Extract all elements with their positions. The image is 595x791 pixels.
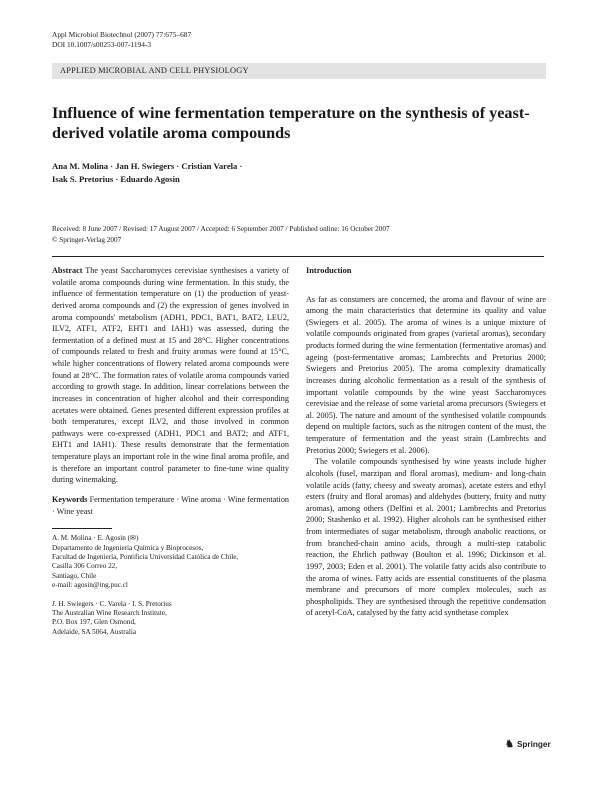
affiliation-block-2: [52, 600, 289, 638]
right-column: [306, 265, 546, 619]
springer-horse-icon: ♞: [505, 739, 514, 750]
author-line-2: Isak S. Pretorius · Eduardo Agosin: [52, 174, 180, 184]
affiliation-line: A. M. Molina · E. Agosin (✉): [52, 534, 139, 543]
publication-dates: [52, 224, 552, 245]
keywords-label: Keywords: [52, 494, 88, 504]
copyright-icon: ©: [52, 235, 58, 244]
publisher-name: Springer: [516, 740, 551, 749]
article-title: Influence of wine fermentation temperature on the synthesis of yeast-derived volatile aroma compounds: [52, 104, 530, 142]
journal-citation: Appl Microbiol Biotechnol (2007) 77:675–687: [52, 30, 192, 39]
keywords: [52, 494, 289, 517]
affiliation-divider: [52, 528, 112, 529]
copyright-text: Springer-Verlag 2007: [59, 235, 122, 244]
abstract: [52, 265, 289, 486]
email-link[interactable]: e-mail: agosin@ing.puc.cl: [52, 581, 128, 590]
section-band: APPLIED MICROBIAL AND CELL PHYSIOLOGY: [52, 63, 546, 79]
introduction-heading: Introduction: [306, 266, 352, 275]
introduction-body: [306, 294, 546, 620]
author-list: [52, 160, 452, 186]
paragraph: The volatile compounds synthesised by wine yeasts include higher alcohols (fusel, marzipan and floral aromas), medium- and long-chain volatile acids (fatty, cheesy and sweaty aromas), acetate esters and ethyl esters (fruity and floral aromas) and aldehydes (buttery, fruity and nutty aromas), among others (Delfini et al. 2001; Lambrechts and Pretorius 2000; Stashenko et al. 1992). Higher alcohols can be synthesised either from intermediates of sugar metabolism, through anabolic reactions, or from branched-chain amino acids, through a multi-step catabolic reaction, the Ehrlich pathway (Boulton et al. 1996; Dickinson et al. 1997, 2003; Eden et al. 2001). The volatile fatty acids also contribute to the aroma of wines. Fatty acids are essential constituents of the plasma membrane and precursors of more complex molecules, such as phospholipids. They are synthesised through the repetitive condensation of acetyl-CoA, catalysed by the fatty acid synthetase complex: [306, 457, 546, 618]
affiliation-line: The Australian Wine Research Institute,: [52, 608, 167, 617]
affiliation-line: Santiago, Chile: [52, 571, 97, 580]
header-divider: [52, 256, 544, 257]
affiliation-line: J. H. Swiegers · C. Varela · I. S. Pretorius: [52, 599, 172, 608]
left-column: [52, 265, 289, 637]
copyright-line: [52, 235, 552, 246]
affiliation-line: P.O. Box 197, Glen Osmond,: [52, 618, 136, 627]
publisher-logo: [505, 739, 551, 750]
running-head: [52, 30, 191, 50]
abstract-body: The yeast Saccharomyces cerevisiae synthesises a variety of volatile aroma compounds during wine fermentation. In this study, the influence of fermentation temperature on (1) the production of yeast-derived aroma compounds and (2) the expression of genes involved in aroma compounds' metabolism (ADH1, PDC1, BAT1, BAT2, LEU2, ILV2, ATF1, ATF2, EHT1 and IAH1) was assessed, during the fermentation of a defined must at 15 and 28°C. Higher concentrations of compounds related to fresh and fruity aromas were found at 15°C, while higher concentrations of flowery related aroma compounds were found at 28°C. The formation rates of volatile aroma compounds varied according to growth stage. In addition, linear correlations between the increases in concentration of higher alcohol and their corresponding acetates were obtained. Genes presented different expression profiles at both temperatures, except ILV2, and those involved in common pathways were co-expressed (ADH1, PDC1 and BAT2; and ATF1, EHT1 and IAH1). These results demonstrate that the fermentation temperature plays an important role in the wine final aroma profile, and is therefore an important control parameter to fine-tune wine quality during winemaking.: [52, 266, 290, 485]
affiliation-block-1: [52, 534, 289, 590]
paragraph: As far as consumers are concerned, the aroma and flavour of wine are among the main characteristics that determine its quality and value (Swiegers et al. 2005). The aroma of wines is a unique mixture of volatile compounds originated from grapes (varietal aromas), secondary products formed during the wine fermentation (fermentative aromas) and ageing (post-fermentative aromas; Lambrechts and Pretorius 2000; Swiegers and Pretorius 2005). The aroma complexity dramatically increases during alcoholic fermentation as a result of the synthesis of important volatile compounds by the wine yeast Saccharomyces cerevisiae and the release of some varietal aroma precursors (Swiegers et al. 2005). The nature and amount of the synthesised volatile compounds depend on multiple factors, such as the nitrogen content of the must, the temperature of fermentation and the yeast strain (Lambrechts and Pretorius 2000; Swiegers et al. 2006).: [306, 294, 546, 455]
doi: DOI 10.1007/s00253-007-1194-3: [52, 40, 152, 49]
keywords-text: Fermentation temperature · Wine aroma · Wine fermentation · Wine yeast: [52, 494, 290, 516]
author-line-1: Ana M. Molina · Jan H. Swiegers · Cristian Varela ·: [52, 161, 243, 171]
affiliation-line: Adelaide, SA 5064, Australia: [52, 627, 137, 636]
affiliation-line: Casilla 306 Correo 22,: [52, 562, 118, 571]
abstract-label: Abstract: [52, 266, 83, 275]
date-history: Received: 8 June 2007 / Revised: 17 August 2007 / Accepted: 6 September 2007 / Published online: 16 October 2007: [52, 225, 390, 233]
affiliation-line: Facultad de Ingeniería, Pontificia Universidad Católica de Chile,: [52, 552, 239, 561]
affiliation-line: Departamento de Ingeniería Química y Bioprocesos,: [52, 543, 204, 552]
